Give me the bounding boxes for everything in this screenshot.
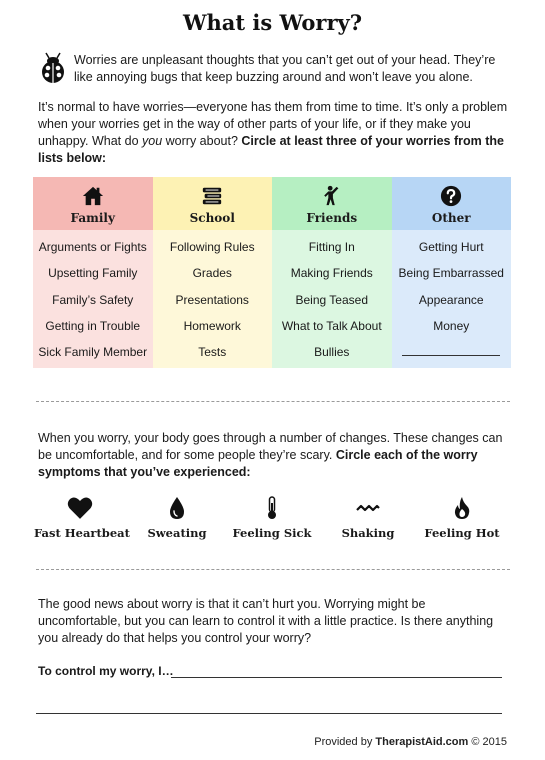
- worry-option[interactable]: What to Talk About: [281, 318, 382, 333]
- worry-option[interactable]: Appearance: [418, 292, 484, 307]
- worry-option[interactable]: Getting in Trouble: [45, 318, 141, 333]
- control-answer-line[interactable]: [171, 677, 502, 678]
- worry-option[interactable]: Being Teased: [295, 292, 368, 307]
- column-header: [33, 177, 153, 230]
- worry-option[interactable]: Following Rules: [169, 240, 255, 254]
- column-items: [153, 230, 273, 368]
- worry-option[interactable]: Fitting In: [308, 240, 355, 254]
- column-title: Family: [70, 211, 115, 225]
- symptom-label: Feeling Hot: [424, 526, 500, 540]
- symptoms-instruction: Circle each of the worry symptoms that you’ve experienced:: [38, 448, 478, 479]
- zigzag-icon: [356, 496, 380, 520]
- thermometer-icon: [265, 496, 279, 520]
- column-family: [33, 177, 153, 368]
- worries-instruction: Circle at least three of your worries from the lists below:: [38, 134, 504, 165]
- column-header: [392, 177, 512, 230]
- question-icon: [440, 185, 462, 207]
- column-header: [272, 177, 392, 230]
- other-write-in-line[interactable]: [402, 355, 500, 356]
- books-icon: [201, 185, 223, 207]
- column-items: [33, 230, 153, 368]
- worries-paragraph: It’s normal to have worries—everyone has them from time to time. It’s only a problem when your worries get in the way of other parts of your life, or if they make you unhappy. What do you worry about? Circle at least three of your worries from the lists below:: [38, 100, 508, 165]
- worry-option[interactable]: Arguments or Fights: [38, 240, 147, 254]
- heart-icon: [67, 496, 93, 520]
- control-answer-line-2[interactable]: [36, 713, 502, 714]
- column-friends: [272, 177, 392, 368]
- worry-option[interactable]: Sick Family Member: [38, 345, 148, 360]
- flame-icon: [453, 496, 471, 520]
- droplet-icon: [168, 496, 186, 520]
- worry-option[interactable]: Being Embarrassed: [398, 266, 504, 281]
- worry-option[interactable]: Homework: [183, 318, 241, 333]
- column-title: School: [189, 211, 235, 225]
- symptom-label: Shaking: [341, 526, 395, 540]
- column-items: [272, 230, 392, 368]
- symptoms-row: [30, 496, 520, 546]
- column-header: [153, 177, 273, 230]
- symptom-feeling-hot[interactable]: [422, 496, 502, 540]
- symptoms-paragraph: When you worry, your body goes through a number of changes. These changes can be uncomfortable, and for some people they’re scary. Circle each of the worry symptoms that you’ve experienced:: [38, 431, 503, 479]
- symptom-label: Sweating: [147, 526, 207, 540]
- worry-option[interactable]: Grades: [192, 266, 232, 281]
- worry-option[interactable]: Family’s Safety: [52, 292, 134, 307]
- symptom-label: Feeling Sick: [232, 526, 312, 540]
- worry-option[interactable]: Money: [433, 318, 470, 333]
- worry-option[interactable]: Upsetting Family: [48, 266, 138, 281]
- person-waving-icon: [321, 185, 343, 207]
- symptom-feeling-sick[interactable]: [230, 496, 314, 540]
- control-prompt: To control my worry, I…: [38, 664, 174, 678]
- section-divider: [36, 569, 510, 570]
- column-title: Other: [431, 211, 471, 225]
- symptom-sweating[interactable]: [137, 496, 217, 540]
- ladybug-icon: [40, 52, 66, 84]
- symptom-label: Fast Heartbeat: [34, 526, 130, 540]
- column-items: [392, 230, 512, 368]
- footer-brand: TherapistAid.com: [375, 736, 469, 748]
- house-icon: [82, 185, 104, 207]
- worry-option[interactable]: Getting Hurt: [418, 240, 484, 254]
- column-title: Friends: [306, 211, 358, 225]
- page-title: What is Worry?: [182, 10, 363, 35]
- footer-credit: Provided by TherapistAid.com © 2015: [314, 736, 507, 748]
- column-school: [153, 177, 273, 368]
- column-other: [392, 177, 512, 368]
- section-divider: [36, 401, 510, 402]
- symptom-shaking[interactable]: [333, 496, 403, 540]
- intro-text: Worries are unpleasant thoughts that you can’t get out of your head. They’re like annoying bugs that keep buzzing around and won’t leave you alone.: [74, 53, 496, 84]
- control-paragraph: The good news about worry is that it can’t hurt you. Worrying might be uncomfortable, but you can learn to control it with a little practice. Is there anything you already do that helps you control your worry?: [38, 597, 494, 645]
- symptom-fast-heartbeat[interactable]: [34, 496, 130, 540]
- worry-option[interactable]: Bullies: [314, 345, 350, 360]
- worry-option[interactable]: Tests: [198, 345, 227, 360]
- worry-option[interactable]: Presentations: [175, 292, 249, 307]
- worry-option[interactable]: Making Friends: [290, 266, 373, 281]
- worries-table: [33, 177, 511, 368]
